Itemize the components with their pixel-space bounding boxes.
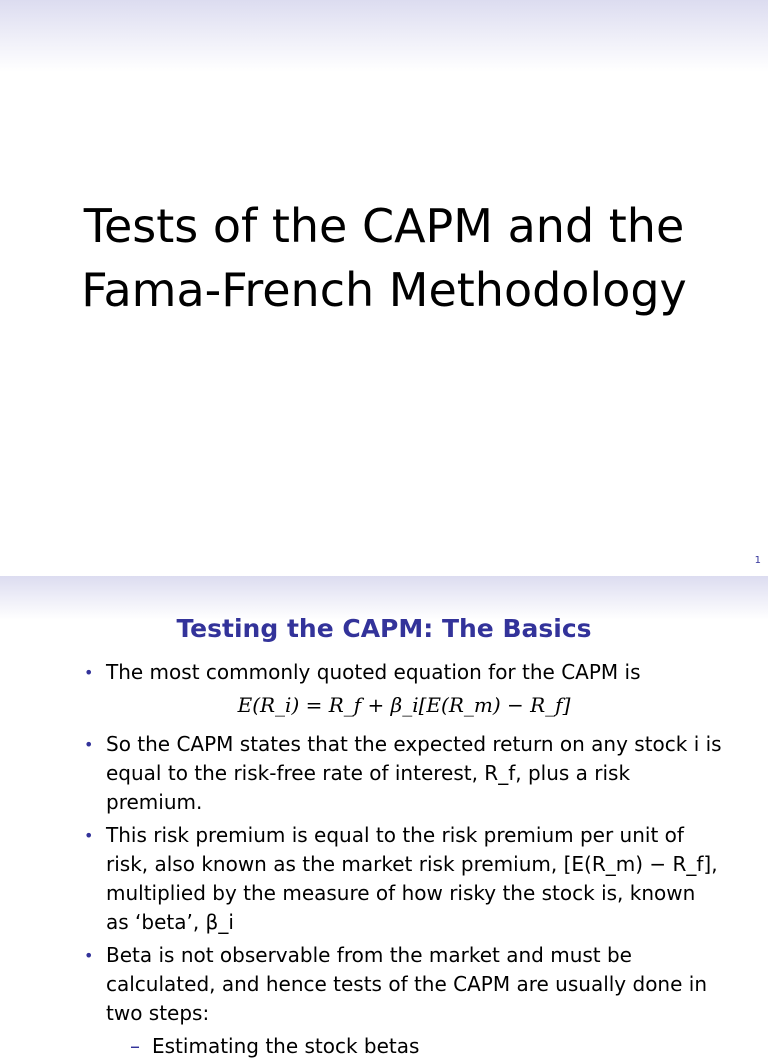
capm-equation: E(R_i) = R_f + β_i[E(R_m) − R_f] [237, 693, 571, 717]
bullet-text: The most commonly quoted equation for the CAPM is [106, 660, 641, 684]
slide-content [84, 658, 724, 1061]
slide-2 [0, 576, 768, 1058]
bullet-item [84, 821, 724, 937]
header-gradient [0, 0, 768, 72]
bullet-dot-icon: • [84, 946, 94, 965]
sub-item-text: Estimating the stock betas [152, 1034, 420, 1058]
bullet-dot-icon: • [84, 735, 94, 754]
bullet-item [84, 941, 724, 1028]
bullet-item [84, 730, 724, 817]
dash-icon: – [130, 1034, 140, 1058]
bullet-dot-icon: • [84, 663, 94, 682]
bullet-text: This risk premium is equal to the risk premium per unit of risk, also known as the market risk premium, [E(R_m) − R_f], multiplied by the measure of how risky the stock is, known as ‘beta’, β_i [106, 823, 718, 934]
bullet-text: Beta is not observable from the market and must be calculated, and hence tests of the CAPM are usually done in two steps: [106, 943, 708, 1025]
sub-item [84, 1032, 724, 1061]
bullet-text: So the CAPM states that the expected return on any stock i is equal to the risk-free rate of interest, R_f, plus a risk premium. [106, 732, 722, 814]
title-line-1: Tests of the CAPM and the [83, 199, 685, 253]
bullet-item [84, 658, 724, 687]
bullet-dot-icon: • [84, 826, 94, 845]
frame-title: Testing the CAPM: The Basics [176, 614, 592, 643]
page-number: 1 [754, 555, 761, 566]
title-line-2: Fama-French Methodology [81, 263, 687, 317]
presentation-title [0, 194, 768, 322]
